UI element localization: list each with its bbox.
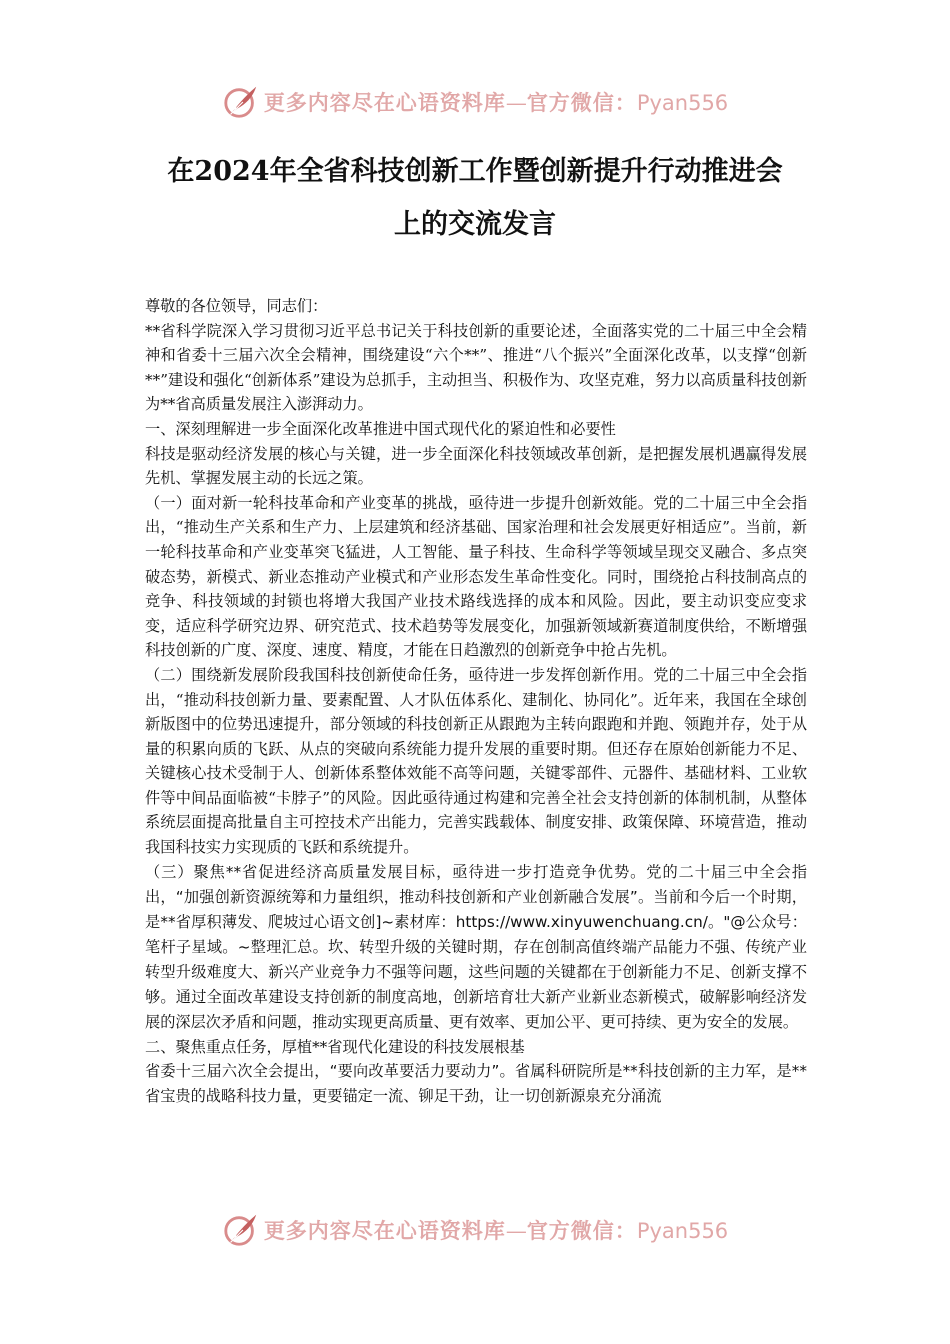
quill-logo-icon bbox=[222, 1211, 260, 1249]
body-paragraph: （一）面对新一轮科技革命和产业变革的挑战，亟待进一步提升创新效能。党的二十届三中全会指出，“推动生产关系和生产力、上层建筑和经济基础、国家治理和社会发展更好相适应”。当前，新一轮科技革命和产业变革突飞猛进，人工智能、量子科技、生命科学等领域呈现交叉融合、多点突破态势，新模式、新业态推动产业模式和产业形态发生革命性变化。同时，围绕抢占科技制高点的竞争、科技领域的封锁也将增大我国产业技术路线选择的成本和风险。因此，要主动识变应变求变，适应科学研究边界、研究范式、技术趋势等发展变化，加强新领域新赛道制度供给，不断增强科技创新的广度、深度、速度、精度，才能在日趋激烈的创新竞争中抢占先机。 bbox=[145, 493, 807, 660]
watermark-separator: — bbox=[505, 1219, 527, 1243]
footer-watermark-banner bbox=[0, 1208, 950, 1252]
document-title bbox=[100, 145, 850, 251]
watermark-wechat-label: 官方微信： bbox=[526, 1218, 637, 1243]
section-heading-1: 一、深刻理解进一步全面深化改革推进中国式现代化的紧迫性和必要性 bbox=[145, 419, 616, 438]
title-line-2: 上的交流发言 bbox=[394, 209, 556, 240]
title-line-1: 在2024年全省科技创新工作暨创新提升行动推进会 bbox=[167, 156, 783, 187]
section-heading-2: 二、聚焦重点任务，厚植**省现代化建设的科技发展根基 bbox=[145, 1037, 525, 1056]
header-watermark-banner bbox=[0, 80, 950, 124]
body-paragraph: 省委十三届六次全会提出，“要向改革要活力要动力”。省属科研院所是**科技创新的主力军，是**省宝贵的战略科技力量，更要锚定一流、铆足干劲，让一切创新源泉充分涌流 bbox=[145, 1062, 807, 1106]
intro-paragraph: **省科学院深入学习贯彻习近平总书记关于科技创新的重要论述，全面落实党的二十届三中全会精神和省委十三届六次全会精神，围绕建设“六个**”、推进“八个振兴”全面深化改革，以支撑“创新**”建设和强化“创新体系”建设为总抓手，主动担当、积极作为、攻坚克难，努力以高质量科技创新为**省高质量发展注入澎湃动力。 bbox=[145, 321, 807, 414]
watermark-brand: 更多内容尽在心语资料库 bbox=[263, 1218, 506, 1243]
watermark-wechat-id: Pyan556 bbox=[636, 1219, 729, 1243]
body-paragraph: （三）聚焦**省促进经济高质量发展目标，亟待进一步打造竞争优势。党的二十届三中全会指出，“加强创新资源统筹和力量组织，推动科技创新和产业创新融合发展”。当前和今后一个时期，是**省厚积薄发、爬坡过心语文创]~素材库：https://www.xinyuwenchuang.cn/。"@公众号：笔杆子星域。~整理汇总。坎、转型升级的关键时期，存在创制高值终端产品能力不强、传统产业转型升级难度大、新兴产业竞争力不强等问题，这些问题的关键都在于创新能力不足、创新支撑不够。通过全面改革建设支持创新的制度高地，创新培育壮大新产业新业态新模式，破解影响经济发展的深层次矛盾和问题，推动实现更高质量、更有效率、更加公平、更可持续、更为安全的发展。 bbox=[145, 862, 807, 1031]
watermark-text bbox=[264, 87, 728, 117]
watermark-wechat-id: Pyan556 bbox=[636, 91, 729, 115]
document-body bbox=[145, 294, 807, 1109]
body-paragraph: 科技是驱动经济发展的核心与关键，进一步全面深化科技领域改革创新，是把握发展机遇赢得发展先机、掌握发展主动的长远之策。 bbox=[145, 444, 807, 488]
quill-logo-icon bbox=[222, 83, 260, 121]
body-paragraph: （二）围绕新发展阶段我国科技创新使命任务，亟待进一步发挥创新作用。党的二十届三中全会指出，“推动科技创新力量、要素配置、人才队伍体系化、建制化、协同化”。近年来，我国在全球创新版图中的位势迅速提升，部分领域的科技创新正从跟跑为主转向跟跑和并跑、领跑并存，处于从量的积累向质的飞跃、从点的突破向系统能力提升发展的重要时期。但还存在原始创新能力不足、关键核心技术受制于人、创新体系整体效能不高等问题，关键零部件、元器件、基础材料、工业软件等中间品面临被“卡脖子”的风险。因此亟待通过构建和完善全社会支持创新的体制机制，从整体系统层面提高批量自主可控技术产出能力，完善实践载体、制度安排、政策保障、环境营造，推动我国科技实力实现质的飞跃和系统提升。 bbox=[145, 665, 807, 857]
watermark-text bbox=[264, 1215, 728, 1245]
watermark-brand: 更多内容尽在心语资料库 bbox=[263, 90, 506, 115]
salutation: 尊敬的各位领导，同志们： bbox=[145, 297, 328, 315]
watermark-wechat-label: 官方微信： bbox=[526, 90, 637, 115]
watermark-separator: — bbox=[505, 91, 527, 115]
